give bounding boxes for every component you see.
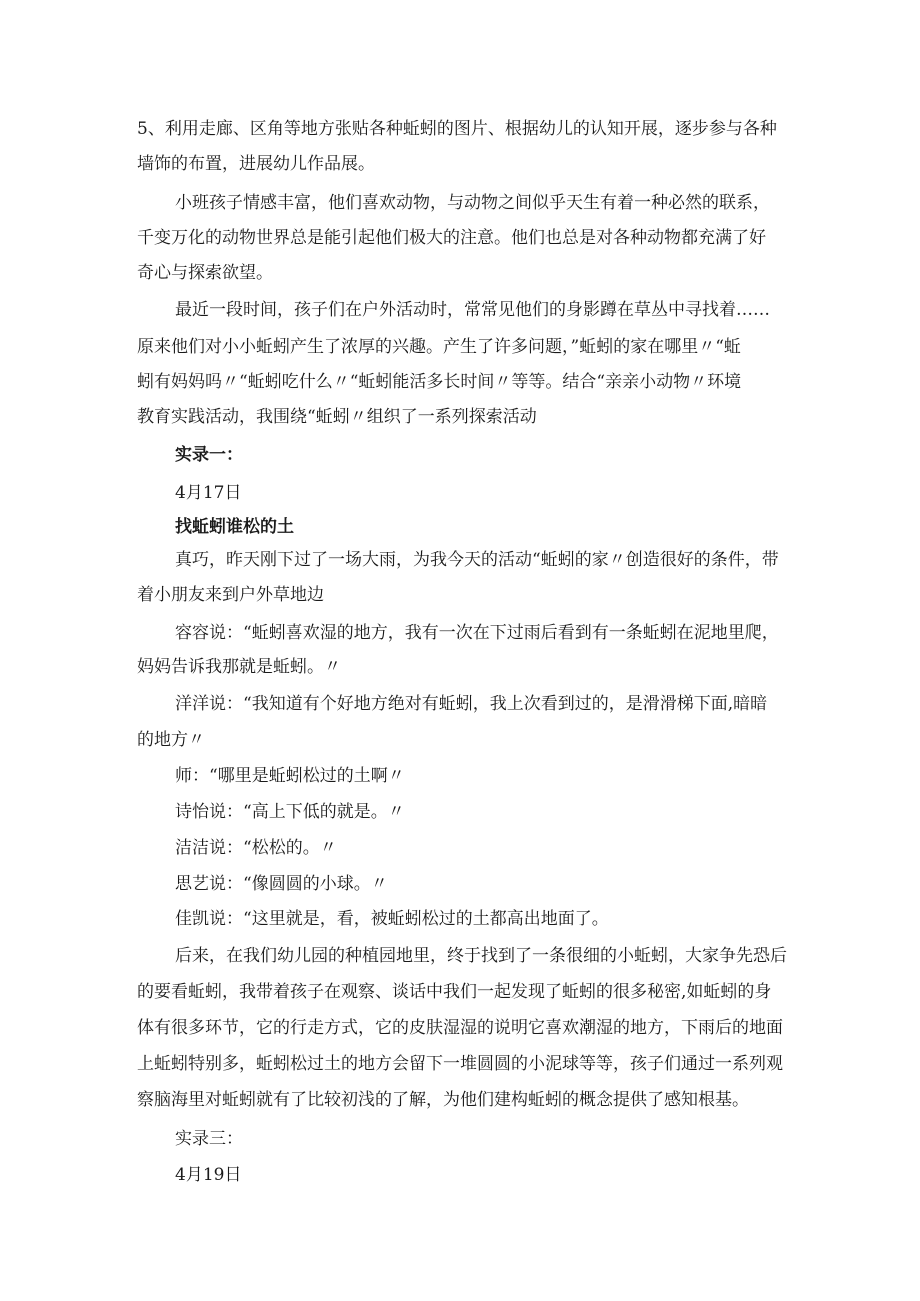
paragraph-line: 最近一段时间，孩子们在户外活动时，常常见他们的身影蹲在草丛中寻找着……	[175, 300, 770, 320]
activity-title: 找蚯蚓谁松的土	[175, 517, 294, 537]
paragraph-line: 小班孩子情感丰富，他们喜欢动物，与动物之间似乎天生有着一种必然的联系，	[175, 193, 770, 213]
paragraph-line: 容容说：“蚯蚓喜欢湿的地方，我有一次在下过雨后看到有一条蚯蚓在泥地里爬，	[175, 623, 779, 643]
paragraph-line: 原来他们对小小蚯蚓产生了浓厚的兴趣。产生了许多问题，”蚯蚓的家在哪里〃“蚯	[137, 337, 741, 357]
section-heading: 实录一：	[175, 445, 243, 465]
paragraph-line: 千变万化的动物世界总是能引起他们极大的注意。他们也总是对各种动物都充满了好	[137, 228, 766, 248]
paragraph-line: 妈妈告诉我那就是蚯蚓。〃	[137, 657, 341, 677]
paragraph-line: 教育实践活动，我围绕“蚯蚓〃组织了一系列探索活动	[137, 407, 537, 427]
paragraph-line: 体有很多环节，它的行走方式，它的皮肤湿湿的说明它喜欢潮湿的地方，下雨后的地面	[137, 1018, 783, 1038]
paragraph-line: 的地方〃	[137, 730, 205, 750]
paragraph-line: 察脑海里对蚯蚓就有了比较初浅的了解，为他们建构蚯蚓的概念提供了感知根基。	[137, 1090, 749, 1110]
paragraph-line: 蚓有妈妈吗〃“蚯蚓吃什么〃“蚯蚓能活多长时间〃等等。结合“亲亲小动物〃环境	[137, 372, 742, 392]
paragraph-line: 上蚯蚓特别多，蚯蚓松过土的地方会留下一堆圆圆的小泥球等等，孩子们通过一系列观	[137, 1054, 783, 1074]
date-line: 4月17日	[175, 483, 242, 503]
paragraph-line: 墙饰的布置，进展幼儿作品展。	[137, 154, 375, 174]
date-line: 4月19日	[175, 1165, 242, 1185]
paragraph-line: 奇心与探索欲望。	[137, 263, 273, 283]
paragraph-line: 的要看蚯蚓，我带着孩子在观察、谈话中我们一起发现了蚯蚓的很多秘密,如蚯蚓的身	[137, 982, 772, 1002]
paragraph-line: 洋洋说：“我知道有个好地方绝对有蚯蚓，我上次看到过的，是滑滑梯下面,暗暗	[175, 694, 768, 714]
paragraph-line: 5、利用走廊、区角等地方张贴各种蚯蚓的图片、根据幼儿的认知开展，逐步参与各种	[137, 119, 777, 139]
paragraph-line: 真巧，昨天刚下过了一场大雨，为我今天的活动“蚯蚓的家〃创造很好的条件，带	[175, 550, 779, 570]
section-heading: 实录三：	[175, 1129, 243, 1149]
dialogue-line: 思艺说：“像圆圆的小球。〃	[175, 874, 388, 894]
paragraph-line: 着小朋友来到户外草地边	[137, 585, 324, 605]
dialogue-line: 师：“哪里是蚯蚓松过的土啊〃	[175, 766, 405, 786]
dialogue-line: 诗怡说：“高上下低的就是。〃	[175, 802, 405, 822]
paragraph-line: 后来，在我们幼儿园的种植园地里，终于找到了一条很细的小蚯蚓，大家争先恐后	[175, 946, 787, 966]
dialogue-line: 洁洁说：“松松的。〃	[175, 838, 337, 858]
dialogue-line: 佳凯说：“这里就是，看，被蚯蚓松过的土都高出地面了。	[175, 909, 609, 929]
